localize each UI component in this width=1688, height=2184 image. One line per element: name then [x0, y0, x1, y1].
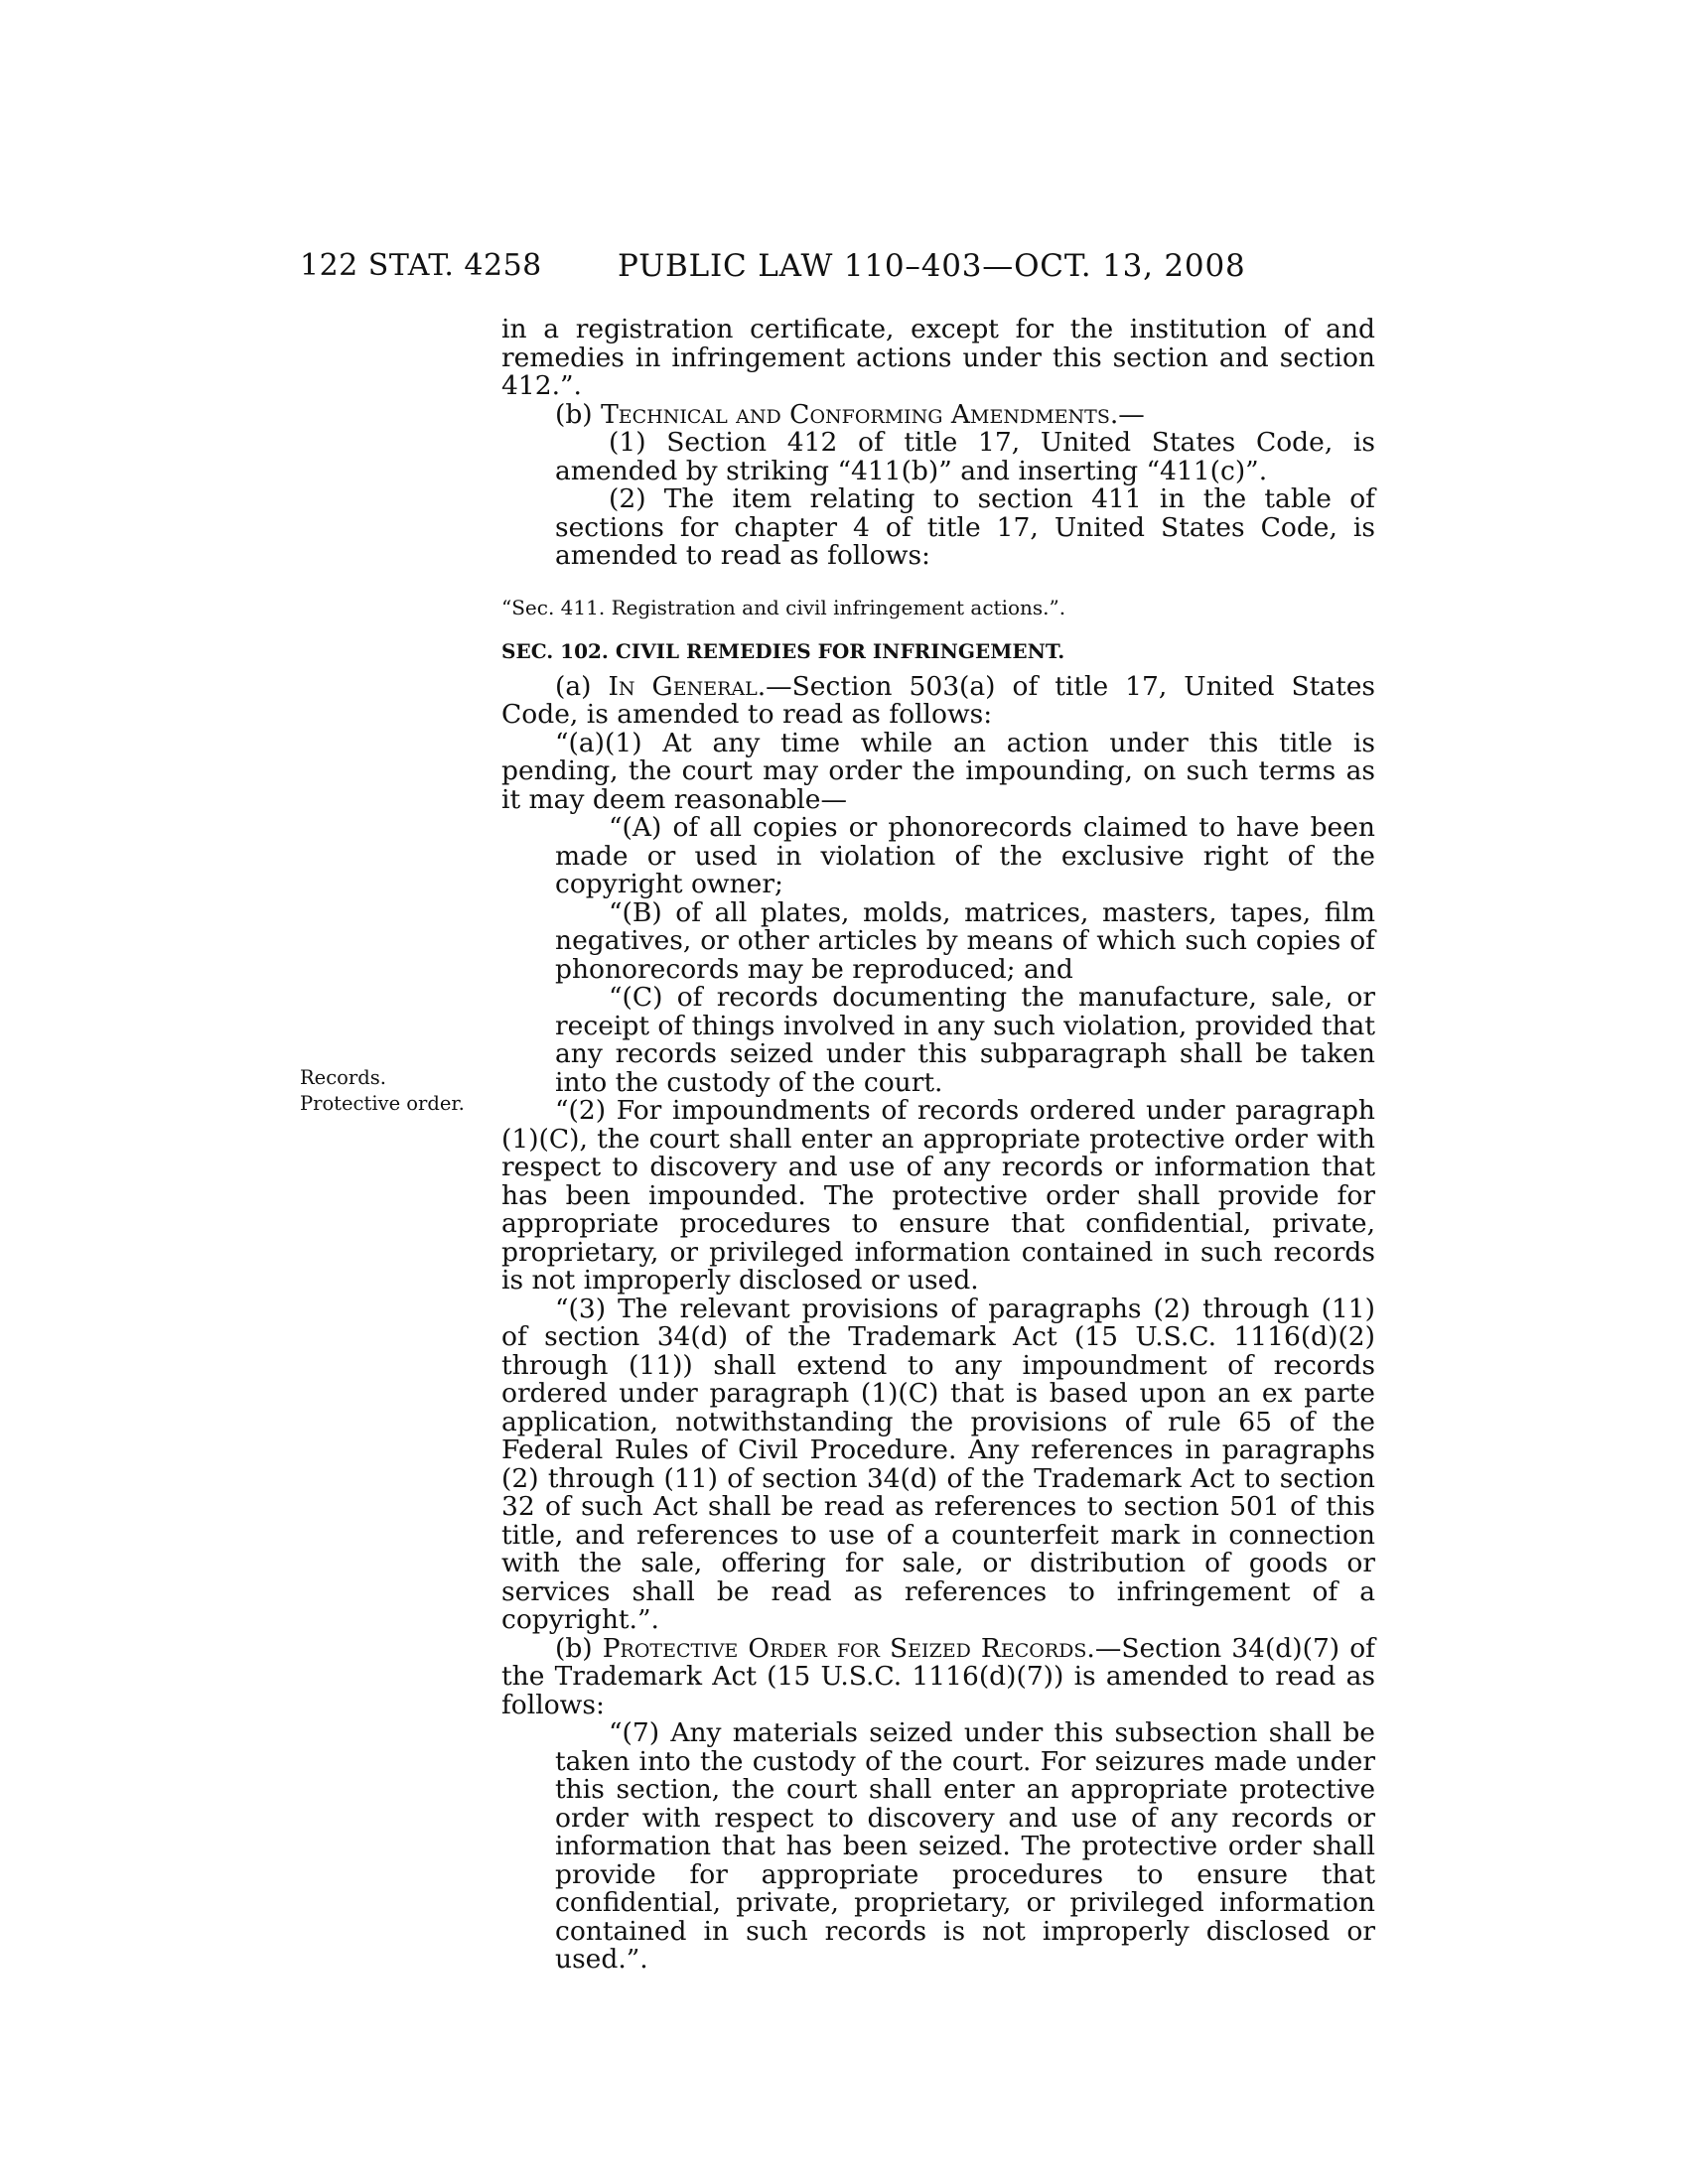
subparagraph-C: “(C) of records documenting the manufacture, sale, or receipt of things involved in any such violation, provided that any records seized under this subparagraph shall be taken into the custody of the court.	[555, 982, 1375, 1098]
paragraph-2: (2) The item relating to section 411 in the table of sections for chapter 4 of title 17, United States Code, is amended to read as follows:	[555, 483, 1375, 571]
subsection-b-label: (b)	[555, 398, 602, 430]
statute-body	[501, 316, 1375, 1975]
paragraph-1: (1) Section 412 of title 17, United States Code, is amended by striking “411(b)” and inserting “411(c)”.	[555, 427, 1375, 486]
subsection-b-dash: .—	[1109, 398, 1145, 430]
law-title: PUBLIC LAW 110–403—OCT. 13, 2008	[618, 248, 1246, 284]
subparagraph-B: “(B) of all plates, molds, matrices, masters, tapes, film negatives, or other articles by means of which such copies of phonorecords may be reproduced; and	[555, 896, 1375, 985]
margin-notes	[300, 1065, 498, 1117]
stat-reference: 122 STAT. 4258	[300, 248, 542, 283]
margin-note-records: Records.	[300, 1066, 386, 1089]
subparagraph-A: “(A) of all copies or phonorecords claimed to have been made or used in violation of the exclusive right of the copyright owner;	[555, 812, 1375, 899]
subsection-a-label: (a)	[555, 670, 609, 702]
subsection-b2	[501, 1632, 1375, 1720]
continuation-text: in a registration certificate, except for the institution of and remedies in infringement actions under this section and section 412.”.	[501, 314, 1375, 401]
subsection-a-title: In General	[608, 670, 758, 702]
subsection-b2-text: .—Section 34(d)(7) of the Trademark Act (15 U.S.C. 1116(d)(7)) is amended to read as follows:	[501, 1632, 1375, 1720]
subsection-b2-title: Protective Order for Seized Records	[602, 1632, 1087, 1664]
paragraph-7: “(7) Any materials seized under this subsection shall be taken into the custody of the court. For seizures made under this section, the court shall enter an appropriate protective order with respect to discovery and use of any records or information that has been seized. The protective order shall provide for appropriate procedures to ensure that confidential, private, proprietary, or privileged information contained in such records is not improperly disclosed or used.”.	[555, 1717, 1375, 1975]
paragraph-a3: “(3) The relevant provisions of paragraphs (2) through (11) of section 34(d) of the Trademark Act (15 U.S.C. 1116(d)(2) through (11)) shall extend to any impoundment of records ordered under paragraph (1)(C) that is based upon an ex parte application, notwithstanding the provisions of rule 65 of the Federal Rules of Civil Procedure. Any references in paragraphs (2) through (11) of section 34(d) of the Trademark Act to section 32 of such Act shall be read as references to section 501 of this title, and references to use of a counterfeit mark in connection with the sale, offering for sale, or distribution of goods or services shall be read as references to infringement of a copyright.”.	[501, 1293, 1375, 1635]
subsection-b-title: Technical and Conforming Amendments	[601, 398, 1110, 430]
margin-note-protective-order: Protective order.	[300, 1092, 465, 1115]
subsection-b2-label: (b)	[555, 1632, 603, 1664]
subsection-b-heading	[501, 398, 1375, 430]
page-header	[300, 248, 1374, 288]
section-heading: SEC. 102. CIVIL REMEDIES FOR INFRINGEMENT.	[501, 638, 1065, 663]
table-of-sections-entry: “Sec. 411. Registration and civil infringement actions.”.	[501, 595, 1066, 619]
paragraph-a1: “(a)(1) At any time while an action under this title is pending, the court may order the impounding, on such terms as it may deem reasonable—	[501, 727, 1375, 815]
subsection-a	[501, 670, 1375, 730]
subsection-a-text: .—Section 503(a) of title 17, United States Code, is amended to read as follows:	[501, 670, 1375, 730]
paragraph-a2: “(2) For impoundments of records ordered under paragraph (1)(C), the court shall enter an appropriate protective order with respect to discovery and use of any records or information that has been impounded. The protective order shall provide for appropriate procedures to ensure that confidential, private, proprietary, or privileged information contained in such records is not improperly disclosed or used.	[501, 1095, 1375, 1296]
